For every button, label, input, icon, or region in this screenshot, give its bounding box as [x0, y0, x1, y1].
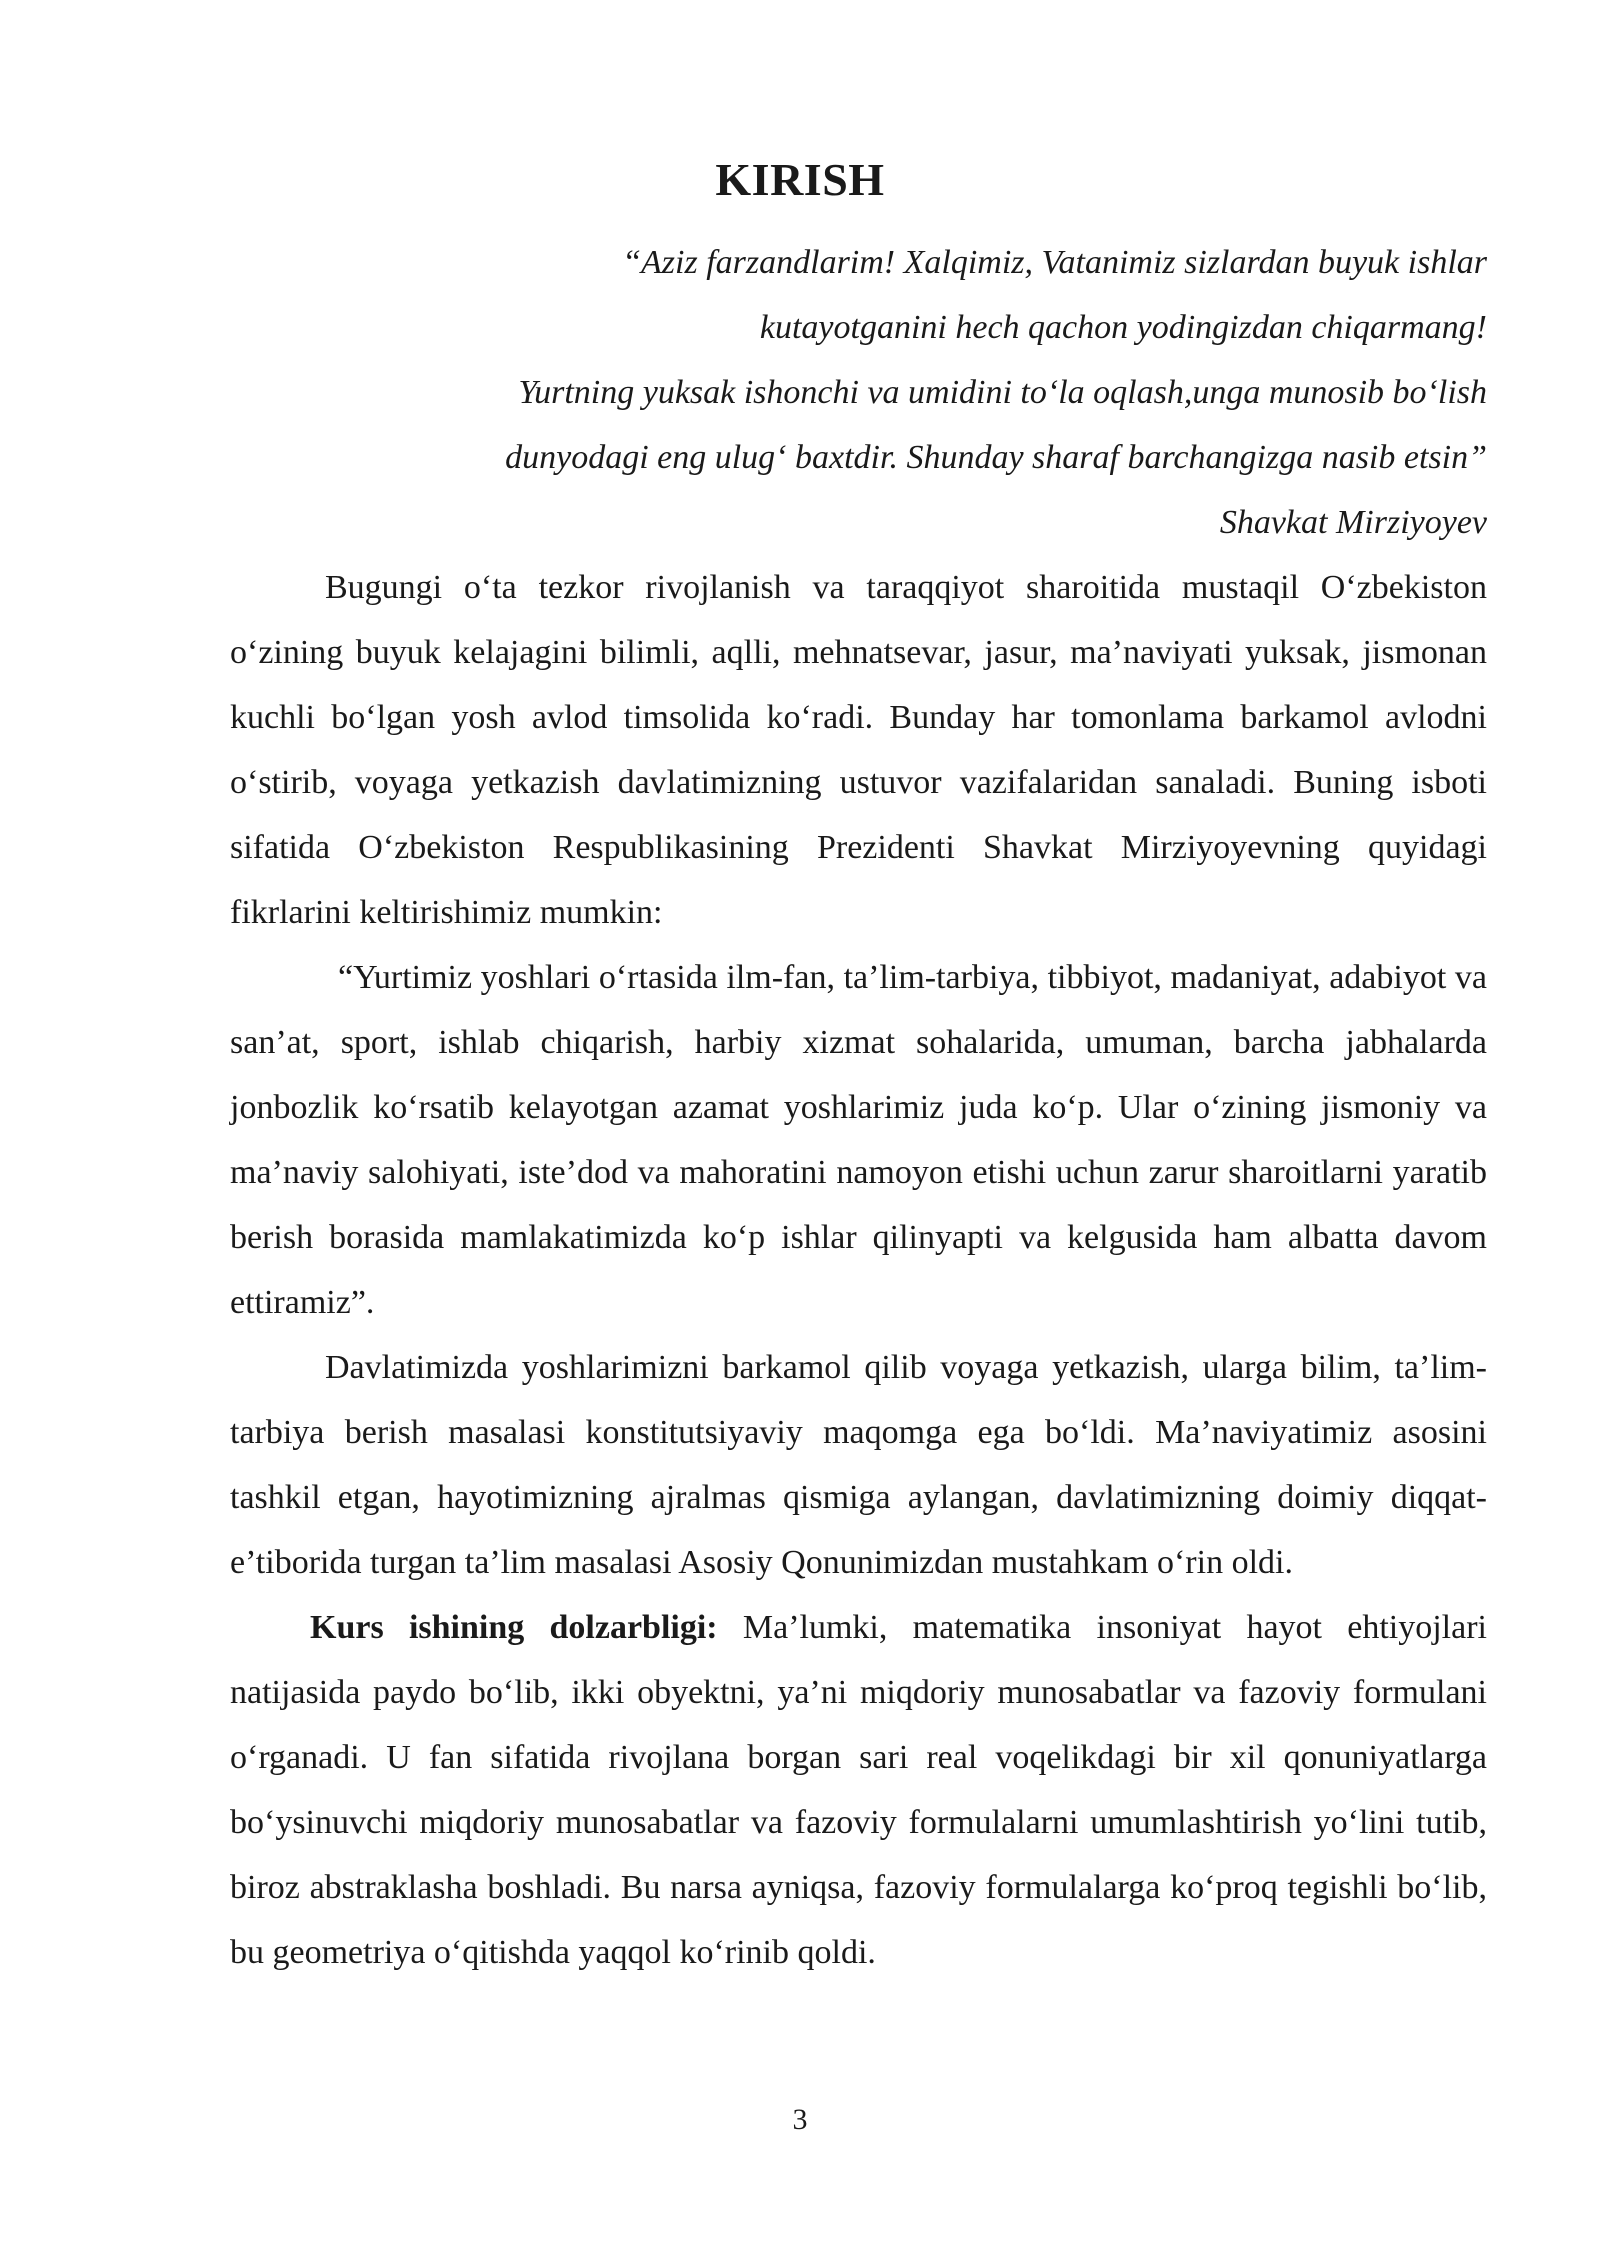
epigraph-line: Yurtning yuksak ishonchi va umidini to‘la oqlash,unga munosib bo‘lish [518, 374, 1487, 411]
relevance-heading: Kurs ishining dolzarbligi: [310, 1609, 718, 1646]
body-text [230, 555, 1487, 1985]
paragraph-education: Davlatimizda yoshlarimizni barkamol qilib voyaga yetkazish, ularga bilim, ta’lim-tarbiya berish masalasi konstitutsiyaviy maqomga ega bo‘ldi. Ma’naviyatimiz asosini tashkil etgan, hayotimizning ajralmas qismiga aylangan, davlatimizning doimiy diqqat-e’tiborida turgan ta’lim masalasi Asosiy Qonunimizdan mustahkam o‘rin oldi. [230, 1349, 1487, 1581]
page-number: 3 [792, 2103, 808, 2136]
epigraph-line: “Aziz farzandlarim! Xalqimiz, Vatanimiz sizlardan buyuk ishlar [622, 244, 1487, 281]
epigraph [287, 230, 1487, 555]
epigraph-line: kutayotganini hech qachon yodingizdan chiqarmang! [759, 309, 1487, 346]
relevance-text: Ma’lumki, matematika insoniyat hayot ehtiyojlari natijasida paydo bo‘lib, ikki obyektni, ya’ni miqdoriy munosabatlar va fazoviy formulani o‘rganadi. U fan sifatida rivojlana borgan sari real voqelikdagi bir xil qonuniyatlarga bo‘ysinuvchi miqdoriy munosabatlar va fazoviy formulalarni umumlashtirish yo‘lini tutib, biroz abstraklasha boshladi. Bu narsa ayniqsa, fazoviy formulalarga ko‘proq tegishli bo‘lib, bu geometriya o‘qitishda yaqqol ko‘rinib qoldi. [230, 1609, 1487, 1971]
epigraph-author: Shavkat Mirziyoyev [1219, 504, 1487, 541]
paragraph-president-quote: “Yurtimiz yoshlari o‘rtasida ilm-fan, ta’lim-tarbiya, tibbiyot, madaniyat, adabiyot va san’at, sport, ishlab chiqarish, harbiy xizmat sohalarida, umuman, barcha jabhalarda jonbozlik ko‘rsatib kelayotgan azamat yoshlarimiz juda ko‘p. Ular o‘zining jismoniy va ma’naviy salohiyati, iste’dod va mahoratini namoyon etishi uchun zarur sharoitlarni yaratib berish borasida mamlakatimizda ko‘p ishlar qilinyapti va kelgusida ham albatta davom ettiramiz”. [230, 959, 1487, 1321]
paragraph-relevance [230, 1595, 1487, 1985]
epigraph-line: dunyodagi eng ulug‘ baxtdir. Shunday sharaf barchangizga nasib etsin” [505, 439, 1487, 476]
section-title: KIRISH [715, 154, 885, 205]
paragraph-intro: Bugungi o‘ta tezkor rivojlanish va taraqqiyot sharoitida mustaqil O‘zbekiston o‘zining buyuk kelajagini bilimli, aqlli, mehnatsevar, jasur, ma’naviyati yuksak, jismonan kuchli bo‘lgan yosh avlod timsolida ko‘radi. Bunday har tomonlama barkamol avlodni o‘stirib, voyaga yetkazish davlatimizning ustuvor vazifalaridan sanaladi. Buning isboti sifatida O‘zbekiston Respublikasining Prezidenti Shavkat Mirziyoyevning quyidagi fikrlarini keltirishimiz mumkin: [230, 569, 1487, 931]
